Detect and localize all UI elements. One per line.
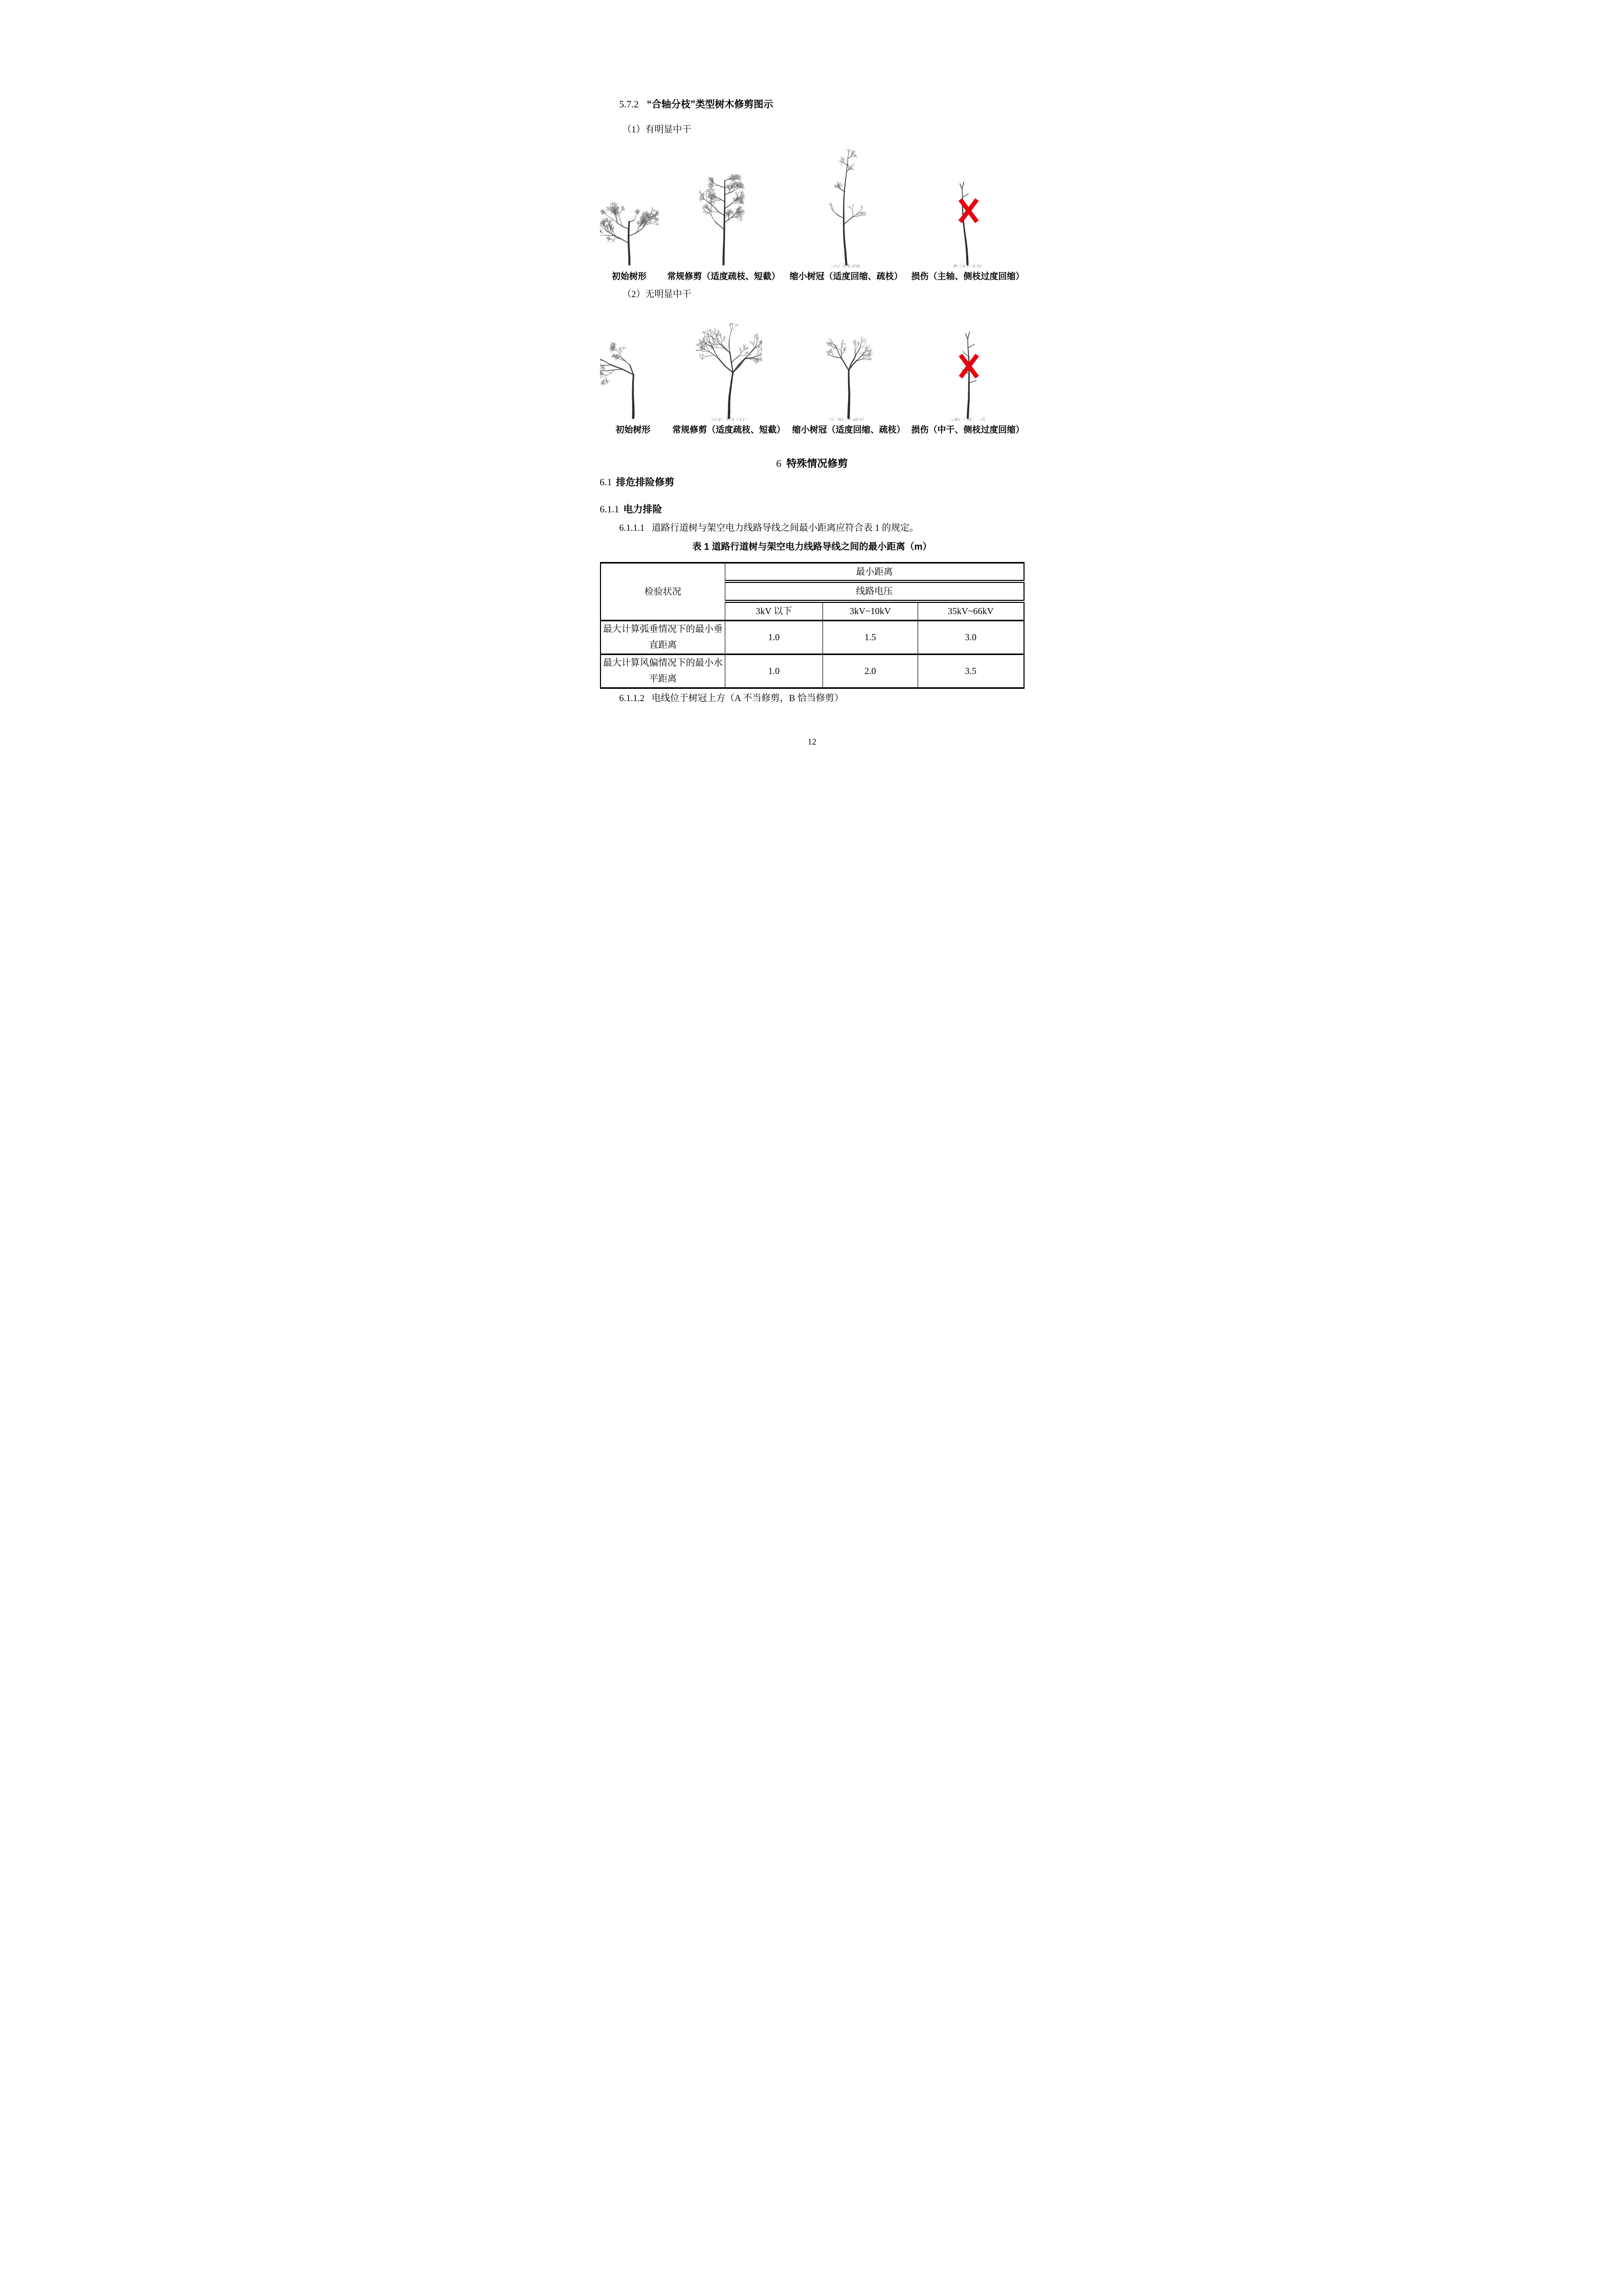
table-corner-label: 检验状况 (600, 562, 725, 620)
figure-caption: 常规修剪（适度疏枝、短截） (672, 424, 786, 435)
paragraph-6-1-1-2 (619, 693, 1025, 704)
figure-caption: 初始树形 (615, 424, 651, 435)
heading-6-1-1-number: 6.1.1 (599, 504, 619, 515)
heading-5-7-2-number: 5.7.2 (619, 99, 639, 110)
figure-caption: 初始树形 (612, 272, 647, 282)
table-group-header: 最小距离 (725, 562, 1024, 581)
figure-crown-reduction (791, 309, 906, 435)
table-1-title: 表 1 道路行道树与架空电力线路导线之间的最小距离（m） (692, 542, 932, 552)
paragraph-6-1-1-1-text: 道路行道树与架空电力线路导线之间最小距离应符合表 1 的规定。 (652, 522, 919, 533)
heading-6-1 (600, 477, 1025, 489)
figure-caption: 常规修剪（适度疏枝、短截） (667, 272, 781, 282)
figure-crown-reduction (789, 142, 903, 282)
heading-6-1-number: 6.1 (599, 477, 612, 488)
figure-row-with-leader (600, 142, 1025, 282)
figure-caption: 损伤（主轴、侧枝过度回缩） (911, 272, 1025, 282)
table-row-label: 最大计算风偏情况下的最小水平距离 (600, 654, 725, 688)
page-number: 12 (808, 737, 816, 747)
table-column-header: 3kV~10kV (822, 601, 918, 621)
figure-initial-shape (600, 142, 659, 282)
table-1-minimum-distance (600, 562, 1025, 689)
tree-crown-reduction-illustration (817, 142, 876, 269)
figure-initial-shape (600, 309, 666, 435)
tree-initial-shape-illustration (600, 309, 666, 423)
heading-6-1-title: 排危排险修剪 (616, 477, 675, 488)
heading-section-6 (600, 458, 1025, 470)
heading-6-1-1-title: 电力排险 (623, 504, 662, 515)
table-column-header: 3kV 以下 (725, 601, 822, 621)
table-cell: 2.0 (822, 654, 918, 688)
heading-6-title: 特殊情况修剪 (786, 458, 848, 470)
page-content (600, 0, 1025, 704)
tree-crown-reduction-illustration (815, 309, 882, 423)
paragraph-6-1-1-1-number: 6.1.1.1 (619, 522, 644, 533)
figure-caption: 损伤（中干、侧枝过度回缩） (911, 424, 1025, 435)
tree-regular-pruning-illustration (694, 142, 753, 269)
heading-5-7-2 (619, 99, 1025, 111)
figure-caption: 缩小树冠（适度回缩、疏枝） (792, 424, 905, 435)
table-subgroup-header: 线路电压 (725, 581, 1024, 601)
tree-damaged-illustration (938, 142, 997, 269)
figure-regular-pruning (672, 309, 786, 435)
tree-regular-pruning-illustration (696, 309, 762, 423)
subsection-1-label: （1）有明显中干 (622, 124, 692, 134)
table-row (600, 620, 1024, 654)
table-cell: 3.0 (918, 620, 1024, 654)
figure-caption: 缩小树冠（适度回缩、疏枝） (789, 272, 903, 282)
subsection-2-label: （2）无明显中干 (622, 288, 692, 299)
paragraph-6-1-1-1 (619, 523, 1025, 534)
table-row (600, 654, 1024, 688)
heading-6-number: 6 (776, 458, 782, 470)
figure-row-no-leader (600, 309, 1025, 435)
tree-initial-shape-illustration (600, 142, 659, 269)
document-page (531, 0, 1094, 796)
figure-damaged (911, 142, 1024, 282)
table-cell: 1.5 (822, 620, 918, 654)
figure-damaged (911, 309, 1024, 435)
tree-damaged-illustration (935, 309, 1001, 423)
paragraph-6-1-1-2-number: 6.1.1.2 (619, 692, 644, 703)
figure-regular-pruning (666, 142, 781, 282)
table-cell: 1.0 (725, 620, 822, 654)
paragraph-6-1-1-2-text: 电线位于树冠上方（A 不当修剪，B 恰当修剪） (652, 692, 844, 703)
heading-5-7-2-title: “合轴分枝”类型树木修剪图示 (647, 99, 773, 110)
table-cell: 3.5 (918, 654, 1024, 688)
table-row-label: 最大计算弧垂情况下的最小垂直距离 (600, 620, 725, 654)
table-cell: 1.0 (725, 654, 822, 688)
table-column-header: 35kV~66kV (918, 601, 1024, 621)
heading-6-1-1 (600, 504, 1025, 516)
